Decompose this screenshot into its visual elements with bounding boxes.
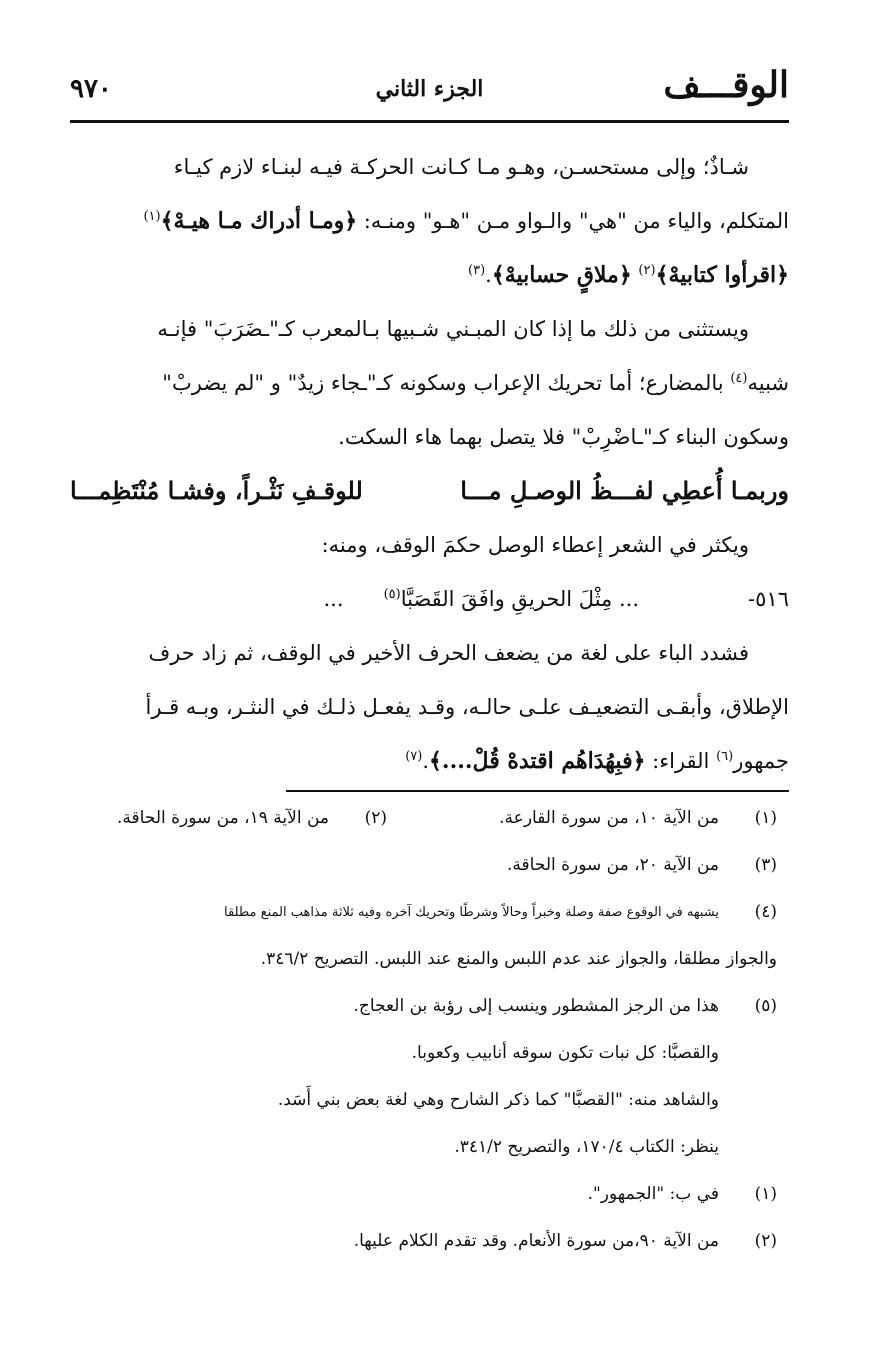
text-segment: جمهور [733, 749, 789, 773]
quran-quote: ﴿ومـا أدراك مـا هيـهْ﴾ [160, 208, 358, 234]
footnote-number: (٢) [364, 808, 387, 828]
footnote-text: في ب: "الجمهور". [587, 1184, 719, 1204]
footnote-number: (٥) [754, 996, 777, 1016]
chapter-title: الوقـــف [663, 64, 789, 106]
poem-line [323, 572, 639, 626]
verse-hemistich-2: للوقـفِ نَثْـراً، وفشـا مُنْتَظِمـــا [70, 476, 363, 505]
footnote-row [70, 983, 789, 1030]
verse-hemistich-1: وربمـا أُعطِي لفـــظُ الوصـلِ مـــا [460, 476, 789, 505]
footnote-number: (٣) [754, 855, 777, 875]
footnote-row [70, 1218, 789, 1265]
footnote-number: (٢) [754, 1231, 777, 1251]
main-text [70, 140, 789, 788]
alfiyya-verse [70, 464, 789, 518]
page-number: ٩٧٠ [70, 74, 112, 104]
footnote-number: (٤) [754, 902, 777, 922]
footnote-row [70, 1077, 789, 1124]
poem-dots: ... [323, 587, 344, 611]
paragraph-2-line-2 [70, 356, 789, 410]
text-segment: . [485, 263, 492, 287]
part-label: الجزء الثاني [375, 76, 484, 102]
footnote-ref: (٦) [716, 749, 734, 764]
quran-quote: ﴿ملاقٍ حسابيهْ﴾ [491, 262, 632, 288]
quran-quote: ﴿فبِهُدَاهُم اقتدهْ قُلْ....﴾ [429, 748, 646, 774]
footnote-number: (١) [754, 808, 777, 828]
footnote-text: ينظر: الكتاب ١٧٠/٤، والتصريح ٣٤١/٢. [454, 1137, 719, 1157]
footnote-ref: (١) [143, 209, 161, 224]
poem-text: ... مِثْلَ الحريقِ وافَقَ القَصَبَّا [400, 587, 639, 611]
text-segment: . [422, 749, 430, 773]
footnote-ref: (٣) [468, 263, 486, 278]
footnote-text: والقصبَّا: كل نبات تكون سوقه أنابيب وكعوبا. [411, 1043, 719, 1063]
text-segment: شبيه [747, 371, 789, 395]
paragraph-4-line-1: فشدد الباء على لغة من يضعف الحرف الأخير في الوقف، ثم زاد حرف [148, 641, 749, 665]
paragraph-3: ويكثر في الشعر إعطاء الوصل حكمَ الوقف، ومنه: [321, 533, 749, 557]
footnote-ref: (٧) [405, 749, 423, 764]
poem-number: ٥١٦- [748, 587, 789, 611]
footnote-text: والشاهد منه: "القصبَّا" كما ذكر الشارح وهي لغة بعض بني أَسَد. [277, 1090, 719, 1110]
paragraph-1-line-3 [70, 248, 789, 302]
footnote-ref: (٢) [638, 263, 656, 278]
footnote-row [70, 1030, 789, 1077]
paragraph-4-line-2: الإطلاق، وأبقـى التضعيـف علـى حالـه، وقـد يفعـل ذلـك في النثـر، وبـه قـرأ [145, 695, 789, 719]
footnote-ref: (٤) [730, 371, 748, 386]
footnote-text: من الآية ١٩، من سورة الحاقة. [117, 808, 329, 828]
paragraph-1-line-1: شـاذٌ؛ وإلى مستحسـن، وهـو مـا كـانت الحركـة فيـه لبنـاء لازم كيـاء [173, 155, 749, 179]
paragraph-1-line-2 [70, 194, 789, 248]
footnote-row [70, 936, 789, 983]
quran-quote: ﴿اقرأوا كتابيهْ﴾ [655, 262, 789, 288]
text-segment: القراء: [645, 749, 717, 773]
text-segment: المتكلم، والياء من "هي" والـواو مـن "هـو" ومنـه: [357, 209, 789, 233]
footnote-row [70, 1171, 789, 1218]
paragraph-2-line-1: ويستثنى من ذلك ما إذا كان المبـني شـبيها بـالمعرب كـ"ـضَرَبَ" فإنـه [157, 317, 749, 341]
footnote-text: من الآية ٢٠، من سورة الحاقة. [507, 855, 719, 875]
footnote-text: يشبهه في الوقوع صفة وصلة وخبراً وحالاً وشرطًا وتحريك آخره وفيه ثلاثة مذاهب المنع مطلقا [224, 905, 719, 920]
paragraph-2-line-3: وسكون البناء كـ"ـاضْرِبْ" فلا يتصل بهما هاء السكت. [338, 425, 789, 449]
footnote-continuation: والجواز مطلقا، والجواز عند عدم اللبس والمنع عند اللبس. التصريح ٣٤٦/٢. [260, 949, 777, 969]
footnote-text: من الآية ٩٠،من سورة الأنعام. وقد تقدم الكلام عليها. [353, 1231, 719, 1251]
text-segment: بالمضارع؛ أما تحريك الإعراب وسكونه كـ"ـجاء زيدٌ" و "لم يضربْ" [162, 371, 731, 395]
footnote-number: (١) [754, 1184, 777, 1204]
footnote-text: من الآية ١٠، من سورة القارعة. [499, 808, 719, 828]
footnote-row [70, 795, 789, 842]
page-header [70, 56, 789, 112]
paragraph-4-line-3 [70, 734, 789, 788]
footnote-row [70, 889, 789, 936]
poem-citation [70, 572, 789, 626]
footnote-rule [286, 790, 789, 792]
footnote-text: هذا من الرجز المشطور وينسب إلى رؤبة بن العجاج. [353, 996, 719, 1016]
footnotes [70, 795, 789, 1265]
footnote-ref: (٥) [383, 587, 401, 602]
footnote-row [70, 1124, 789, 1171]
footnote-row [70, 842, 789, 889]
header-rule [70, 120, 789, 123]
